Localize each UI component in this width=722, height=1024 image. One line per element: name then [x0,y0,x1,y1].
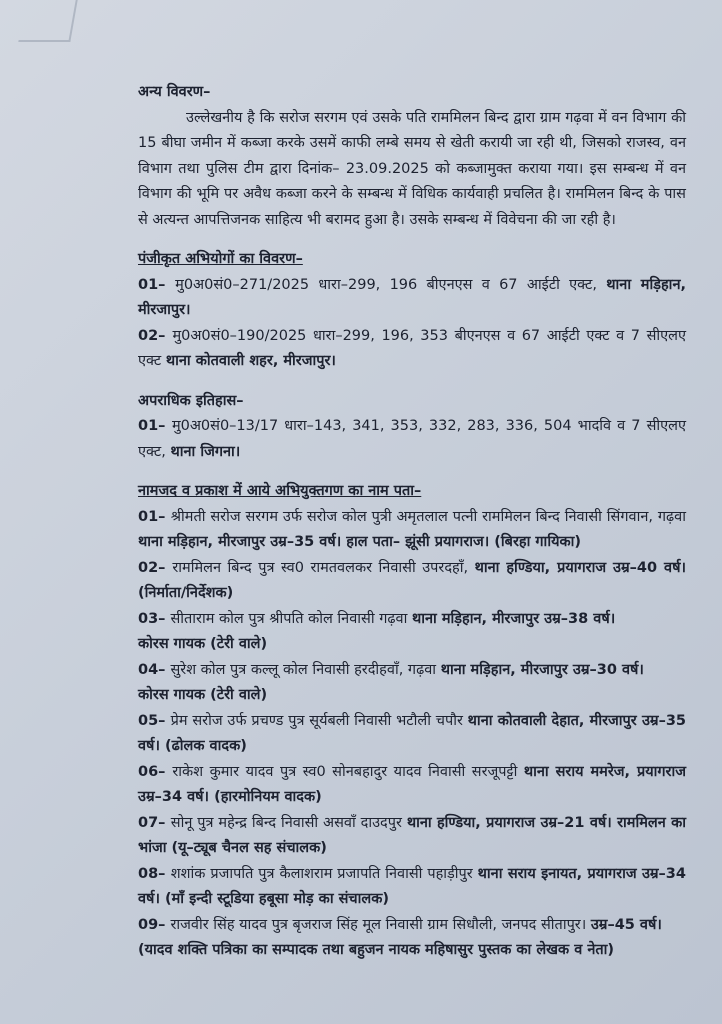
text: मु0अ0सं0–13/17 धारा–143, 341, 353, 332, 283, 336, 504 भादवि व 7 सीएलए एक्ट, [138,418,687,460]
bold-text: थाना हण्डिया, प्रयागराज उम्र–21 वर्ष। राममिलन का भांजा (यू–ट्यूब चैनल सह संचालक) [138,814,686,856]
section [138,375,686,466]
paper-fold-mark [18,0,77,42]
bold-text: थाना कोतवाली देहात, मीरजापुर उम्र–35 वर्ष। (ढोलक वादक) [138,712,686,754]
list-item [138,811,686,862]
text: राजवीर सिंह यादव पुत्र बृजराज सिंह मूल निवासी ग्राम सिधौली, जनपद सीतापुर। [170,916,591,933]
bold-text: थाना हण्डिया, प्रयागराज उम्र–40 वर्ष। (निर्माता/निर्देशक) [138,559,686,601]
list-item [138,324,686,375]
bold-text: 02– [138,327,173,344]
list-item [138,273,686,324]
section-heading: नामजद व प्रकाश में आये अभियुक्तगण का नाम पता– [138,483,422,499]
bold-text: 01– [138,418,172,434]
bold-text: 05– [138,712,171,729]
bold-text: थाना मड़िहान, मीरजापुर। [138,276,686,318]
text: सीताराम कोल पुत्र श्रीपति कोल निवासी गढ़वा [170,610,412,627]
text: राममिलन बिन्द पुत्र स्व0 रामतवलकर निवासी उपरदहाँ, [172,559,475,576]
text: राकेश कुमार यादव पुत्र स्व0 सोनबहादुर यादव निवासी सरजूपट्टी [172,763,524,780]
list-item [138,709,686,760]
bold-text: 08– [138,865,171,882]
bold-text: 07– [138,814,171,831]
bold-text: उम्र–45 वर्ष। [590,916,662,933]
text: प्रेम सरोज उर्फ प्रचण्ड पुत्र सूर्यबली निवासी भटौली चपौर [170,712,468,729]
text: मु0अ0सं0–271/2025 धारा–299, 196 बीएनएस व 67 आईटी एक्ट, [175,276,607,293]
text: शशांक प्रजापति पुत्र कैलाशराम प्रजापति निवासी पहाड़ीपुर [170,865,478,882]
section [138,465,686,964]
bold-text: 03– [138,610,171,627]
list-item [138,862,686,913]
bold-text: थाना मड़िहान, मीरजापुर उम्र–38 वर्ष। [411,610,616,627]
bold-text: 06– [138,763,173,780]
text: श्रीमती सरोज सरगम उर्फ सरोज कोल पुत्री अमृतलाल पत्नी राममिलन बिन्द निवासी सिंगवान, गढ़वा [170,508,686,525]
list-item [138,556,686,607]
bold-text: (यादव शक्ति पत्रिका का सम्पादक तथा बहुजन नायक महिषासुर पुस्तक का लेखक व नेता) [138,942,615,958]
bold-text: थाना मड़िहान, मीरजापुर उम्र–30 वर्ष। [440,661,644,678]
paragraph [138,106,686,234]
text: उल्लेखनीय है कि सरोज सरगम एवं उसके पति राममिलन बिन्द द्वारा ग्राम गढ़वा में वन विभाग की 15 बीघा जमीन में कब्जा करके उसमें काफी लम्बे समय से खेती करायी जा रही थी, जिसको राजस्व, वन विभाग तथा पुलिस टीम द्वारा दिनांक– 23.09.2025 को कब्जामुक्त कराया गया। इस सम्बन्ध में वन विभाग की भूमि पर अवैध कब्जा करने के सम्बन्ध में विधिक कार्यवाही प्रचलित है। राममिलन बिन्द के पास से अत्यन्त आपत्तिजनक साहित्य भी बरामद हुआ है। उसके सम्बन्ध में विवेचना की जा रही है। [138,109,686,228]
text: सोनू पुत्र महेन्द्र बिन्द निवासी असवाँ दाउदपुर [170,814,407,831]
bold-text: थाना कोतवाली शहर, मीरजापुर। [165,353,336,369]
bold-text: थाना मड़िहान, मीरजापुर उम्र–35 वर्ष। हाल पता– झूंसी प्रयागराज। (बिरहा गायिका) [138,534,582,550]
bold-text: 01– [138,508,171,525]
bold-text: कोरस गायक (टेरी वाले) [138,636,268,652]
list-item [138,505,686,556]
bold-text: 09– [138,916,171,933]
section [138,233,686,375]
bold-text: 01– [138,276,176,293]
section-heading: अपराधिक इतिहास– [138,392,244,409]
section-heading: अन्य विवरण– [138,84,211,100]
text: सुरेश कोल पुत्र कल्लू कोल निवासी हरदीहवाँ, गढ़वा [170,661,441,678]
text: मु0अ0सं0–190/2025 धारा–299, 196, 353 बीएनएस व 67 आईटी एक्ट व 7 सीएलए एक्ट [138,327,686,369]
list-item [138,760,686,811]
list-item [138,414,686,465]
list-item [138,913,686,964]
list-item [138,607,686,658]
bold-text: थाना जिगना। [170,443,241,460]
document-body [138,80,686,964]
section [138,80,686,233]
list-item [138,658,686,709]
bold-text: 02– [138,559,173,576]
bold-text: थाना सराय ममरेज, प्रयागराज उम्र–34 वर्ष। (हारमोनियम वादक) [138,763,686,805]
bold-text: 04– [138,661,171,678]
bold-text: कोरस गायक (टेरी वाले) [138,687,268,703]
bold-text: थाना सराय इनायत, प्रयागराज उम्र–34 वर्ष। (माँ इन्दी स्टूडिया हबूसा मोड़ का संचालक) [138,865,686,907]
section-heading: पंजीकृत अभियोगों का विवरण– [138,251,303,267]
